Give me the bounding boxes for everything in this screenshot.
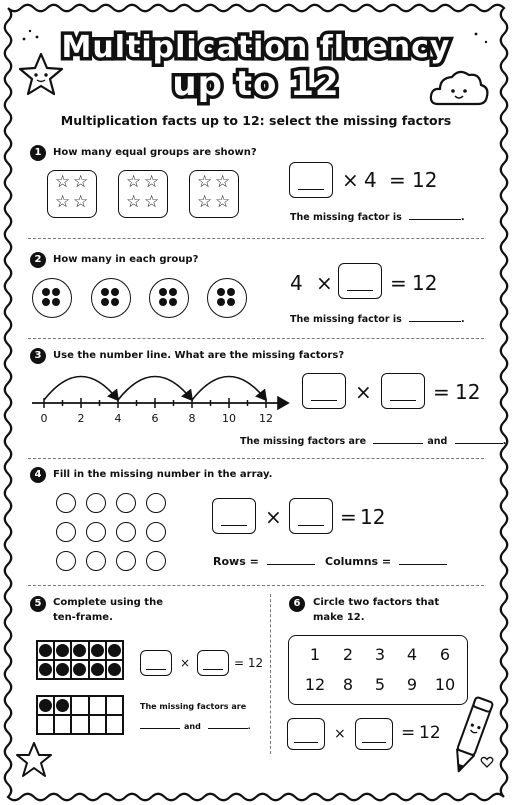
q2-period: . — [461, 314, 465, 325]
ten-frame-cell-filled — [106, 641, 123, 660]
factor-choice[interactable]: 3 — [374, 645, 386, 664]
star-icon: ☆ — [55, 192, 71, 212]
ten-frame-cell-filled — [54, 696, 71, 715]
equals-sign: = — [340, 505, 357, 529]
ten-frame-cell-empty — [71, 715, 88, 734]
counter-dot — [111, 298, 119, 306]
counter-dot — [169, 288, 177, 296]
q5-second-factor-box[interactable] — [197, 650, 229, 676]
number-line-label: 8 — [188, 412, 196, 425]
q3-period: . — [502, 436, 507, 447]
ten-frame-cell-empty — [106, 715, 123, 734]
ten-frame-cell-filled — [54, 641, 71, 660]
ten-frame-cell-empty — [89, 715, 106, 734]
counter-dot — [101, 288, 109, 296]
q4-rows-label: Rows = — [213, 555, 259, 568]
ten-frame-cell-empty — [89, 696, 106, 715]
ten-frame-cell-filled — [71, 660, 88, 679]
q6-first-factor-box[interactable] — [287, 718, 325, 750]
q1-period: . — [461, 212, 465, 223]
worksheet-subtitle: Multiplication facts up to 12: select the missing factors — [60, 113, 452, 128]
ten-frame-cell-filled — [37, 660, 54, 679]
column-divider — [270, 594, 271, 754]
counter-dot — [101, 298, 109, 306]
ten-frame-cell-filled — [37, 696, 54, 715]
question-number-badge: 4 — [30, 467, 46, 483]
section-divider — [28, 238, 484, 239]
counter-dot — [42, 288, 50, 296]
factor-choice[interactable]: 9 — [406, 675, 418, 694]
times-sign: × — [355, 380, 372, 404]
q1-known-factor: 4 — [364, 168, 377, 192]
counter-dot — [169, 298, 177, 306]
array-circle — [146, 493, 166, 513]
factor-choice[interactable]: 10 — [434, 675, 456, 694]
section-divider — [28, 585, 484, 586]
group-plate — [91, 278, 131, 318]
ten-frame-partial — [36, 695, 124, 735]
ten-frame-cell-filled — [89, 641, 106, 660]
q3-number-line — [30, 365, 295, 415]
q5-first-factor-box[interactable] — [140, 650, 172, 676]
factor-choice[interactable]: 6 — [439, 645, 451, 664]
array-circle — [116, 522, 136, 542]
q4-prompt: Fill in the missing number in the array. — [53, 469, 273, 480]
question-number-badge: 3 — [30, 348, 46, 364]
q6-prompt-line1: Circle two factors that — [313, 597, 440, 608]
star-outline-icon — [14, 740, 54, 780]
q2-answer-line — [290, 314, 465, 325]
q3-and: and — [427, 436, 448, 447]
q3-product: 12 — [455, 380, 481, 404]
star-icon: ☆ — [215, 192, 231, 212]
number-line-label: 12 — [259, 412, 273, 425]
star-icon: ☆ — [144, 172, 160, 192]
q3-first-factor-box[interactable] — [302, 373, 346, 409]
q1-answer-text: The missing factor is — [290, 212, 402, 223]
jump-arc — [44, 377, 118, 401]
counter-dot — [159, 298, 167, 306]
q1-product: 12 — [412, 168, 438, 192]
q3-answer-blank-2[interactable] — [455, 442, 503, 444]
array-circle — [56, 551, 76, 571]
q3-answer-blank-1[interactable] — [373, 442, 423, 444]
ten-frame-cell-filled — [89, 660, 106, 679]
q3-prompt: Use the number line. What are the missing factors? — [53, 350, 345, 361]
array-circle — [146, 551, 166, 571]
number-line-label: 10 — [222, 412, 236, 425]
times-sign: × — [265, 505, 282, 529]
star-icon: ☆ — [197, 192, 213, 212]
q3-answer-line — [240, 436, 506, 447]
array-circle — [116, 551, 136, 571]
q4-rows-box[interactable] — [212, 498, 256, 534]
q5-answer-blank-1[interactable] — [140, 727, 180, 729]
q6-product: 12 — [419, 723, 441, 743]
q5-answer-line — [140, 722, 251, 731]
question-number-badge: 1 — [30, 145, 46, 161]
jump-arc — [118, 377, 192, 401]
q5-equals-product: = 12 — [234, 656, 264, 670]
counter-dot — [217, 298, 225, 306]
q4-columns-label: Columns = — [325, 555, 392, 568]
worksheet-title-line2: up to 12 — [172, 64, 340, 104]
array-circle — [146, 522, 166, 542]
ten-frame-cell-filled — [37, 641, 54, 660]
counter-dot — [52, 298, 60, 306]
q5-prompt-line1: Complete using the — [53, 597, 163, 608]
array-circle — [56, 522, 76, 542]
factor-choice[interactable]: 12 — [304, 675, 326, 694]
factor-choice[interactable]: 8 — [342, 675, 354, 694]
heart-doodle-icon — [480, 755, 494, 769]
q3-second-factor-box[interactable] — [381, 373, 425, 409]
q3-answer-text: The missing factors are — [240, 436, 367, 447]
ten-frame-cell-empty — [54, 715, 71, 734]
q4-rows-blank[interactable] — [267, 563, 315, 565]
times-sign: × — [316, 271, 333, 295]
star-icon: ☆ — [73, 192, 89, 212]
ten-frame-full — [36, 640, 124, 680]
q1-prompt: How many equal groups are shown? — [53, 147, 257, 158]
equals-sign: = — [389, 168, 406, 192]
counter-dot — [227, 298, 235, 306]
counter-dot — [42, 298, 50, 306]
number-line-label: 2 — [77, 412, 85, 425]
q1-answer-line — [290, 212, 465, 223]
q1-missing-factor-box[interactable] — [289, 162, 333, 198]
factor-choice[interactable]: 4 — [406, 645, 418, 664]
array-circle — [86, 551, 106, 571]
times-sign: × — [180, 656, 191, 670]
array-circle — [56, 493, 76, 513]
times-sign: × — [342, 168, 359, 192]
q6-second-factor-box[interactable] — [355, 718, 393, 750]
q4-columns-box[interactable] — [289, 498, 333, 534]
equals-sign: = — [433, 380, 450, 404]
counter-dot — [111, 288, 119, 296]
question-number-badge: 6 — [289, 596, 305, 612]
q4-columns-line — [325, 555, 447, 568]
ten-frame-cell-filled — [71, 641, 88, 660]
star-icon: ☆ — [197, 172, 213, 192]
section-divider — [28, 458, 484, 459]
ten-frame-cell-empty — [106, 696, 123, 715]
star-icon: ☆ — [126, 172, 142, 192]
question-number-badge: 5 — [30, 596, 46, 612]
factor-choice[interactable]: 1 — [309, 645, 321, 664]
ten-frame-cell-empty — [71, 696, 88, 715]
star-icon: ☆ — [126, 192, 142, 212]
q2-answer-blank[interactable] — [409, 320, 461, 322]
q2-product: 12 — [412, 271, 438, 295]
array-circle — [116, 493, 136, 513]
q2-known-factor: 4 — [290, 271, 303, 295]
factor-choice[interactable]: 2 — [342, 645, 354, 664]
q2-answer-text: The missing factor is — [290, 314, 402, 325]
star-icon: ☆ — [55, 172, 71, 192]
q4-rows-line — [213, 555, 315, 568]
q6-prompt-line2: make 12. — [313, 612, 365, 623]
star-icon: ☆ — [215, 172, 231, 192]
q2-prompt: How many in each group? — [53, 254, 199, 265]
counter-dot — [159, 288, 167, 296]
worksheet-title-line1: Multiplication fluency — [61, 30, 451, 65]
section-divider — [28, 338, 484, 339]
star-icon: ☆ — [144, 192, 160, 212]
ten-frame-cell-filled — [106, 660, 123, 679]
ten-frame-cell-filled — [54, 660, 71, 679]
counter-dot — [227, 288, 235, 296]
q2-missing-factor-box[interactable] — [338, 263, 382, 299]
q4-columns-blank[interactable] — [399, 563, 447, 565]
counter-dot — [217, 288, 225, 296]
group-plate — [207, 278, 247, 318]
number-line-label: 6 — [151, 412, 159, 425]
counter-dot — [52, 288, 60, 296]
number-line-label: 4 — [114, 412, 122, 425]
group-plate — [149, 278, 189, 318]
q1-answer-blank[interactable] — [409, 218, 461, 220]
q5-and: and — [184, 722, 201, 731]
array-circle — [86, 493, 106, 513]
q5-answer-text: The missing factors are — [140, 702, 247, 711]
ten-frame-cell-empty — [37, 715, 54, 734]
q5-period: . — [247, 722, 251, 731]
equals-sign: = — [390, 271, 407, 295]
factor-choice[interactable]: 5 — [374, 675, 386, 694]
number-line-label: 0 — [40, 412, 48, 425]
star-icon: ☆ — [73, 172, 89, 192]
q5-prompt-line2: ten-frame. — [53, 612, 113, 623]
q5-answer-blank-2[interactable] — [208, 727, 248, 729]
equals-sign: = — [401, 723, 416, 743]
times-sign: × — [334, 726, 346, 742]
array-circle — [86, 522, 106, 542]
q4-product: 12 — [360, 505, 386, 529]
group-plate — [32, 278, 72, 318]
question-number-badge: 2 — [30, 252, 46, 268]
jump-arc — [192, 377, 266, 401]
